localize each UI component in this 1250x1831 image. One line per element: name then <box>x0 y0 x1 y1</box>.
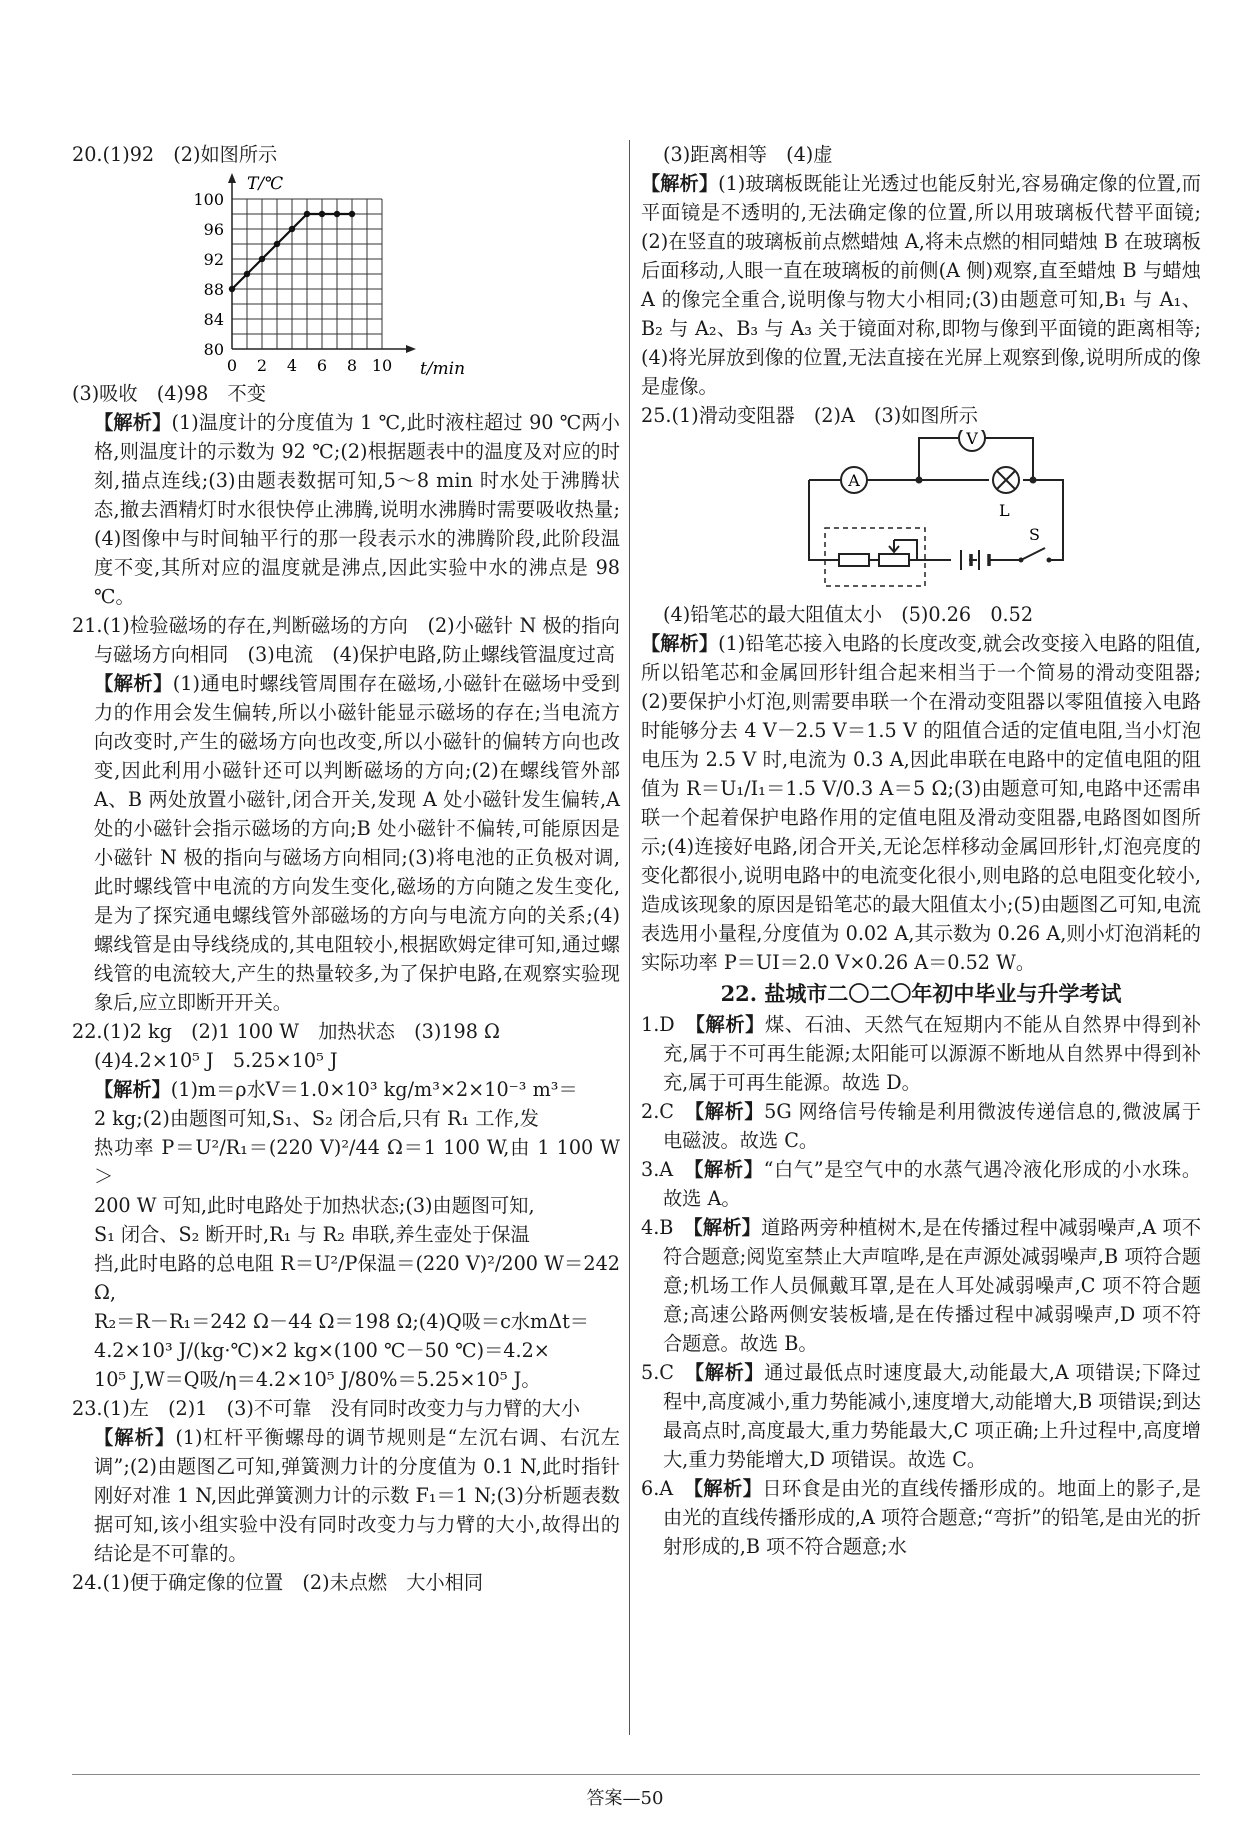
mc-item <box>641 1358 1201 1474</box>
q20-answer-continued: (3)吸收 (4)98 不变 <box>72 382 266 405</box>
y-tick-label: 92 <box>203 250 224 269</box>
y-tick-label: 80 <box>203 340 224 359</box>
voltmeter-label: V <box>966 430 978 448</box>
right-column <box>641 140 1201 1561</box>
lamp-icon <box>993 467 1019 520</box>
analysis-tag: 【解析】 <box>641 632 719 655</box>
q25-answer: 25.(1)滑动变阻器 (2)A (3)如图所示 <box>641 404 978 427</box>
q25-answer-continued: (4)铅笔芯的最大阻值太小 (5)0.26 0.52 <box>663 603 1034 626</box>
q22-analysis-line6: 挡,此时电路的总电阻 R＝U²/P保温＝(220 V)²/200 W＝242 Ω, <box>94 1252 620 1304</box>
q22-analysis-line8: 4.2×10³ J/(kg·℃)×2 kg×(100 ℃－50 ℃)＝4.2× <box>94 1339 550 1362</box>
analysis-tag: 【解析】 <box>94 411 172 434</box>
mc-item <box>641 1010 1201 1097</box>
analysis-tag: 【解析】 <box>694 1100 765 1123</box>
section-heading: 22. 盐城市二〇二〇年初中毕业与升学考试 <box>720 981 1122 1006</box>
x-tick-label: 6 <box>316 356 328 375</box>
q22-analysis-line4: 200 W 可知,此时电路处于加热状态;(3)由题图可知, <box>94 1194 535 1217</box>
mc-analysis-text: 通过最低点时速度最大,动能最大,A 项错误;下降过程中,高度减小,重力势能减小,速度增大,动能增大,B 项错误;到达最高点时,高度最大,重力势能最大,C 项正确;上升过程中,高度增大,重力势能增大,D 项错误。故选 C。 <box>663 1361 1201 1471</box>
graph-grid <box>228 173 416 353</box>
mc-answer: 3.A <box>641 1158 674 1181</box>
data-point <box>334 211 340 217</box>
q22-analysis-line1: (1)m＝ρ水V＝1.0×10³ kg/m³×2×10⁻³ m³＝ <box>170 1078 578 1101</box>
analysis-tag: 【解析】 <box>693 1216 762 1239</box>
analysis-tag: 【解析】 <box>641 172 719 195</box>
rheostat-icon <box>879 540 917 566</box>
q25-analysis <box>641 629 1201 977</box>
q24-analysis-text: (1)玻璃板既能让光透过也能反射光,容易确定像的位置,而平面镜是不透明的,无法确定像的位置,所以用玻璃板代替平面镜;(2)在竖直的玻璃板前点燃蜡烛 A,将未点燃的相同蜡烛 B 在玻璃板后面移动,人眼一直在玻璃板的前侧(A 侧)观察,直至蜡烛 B 与蜡烛 A 的像完全重合,说明像与物大小相同;(3)由题意可知,B₁ 与 A₁、B₂ 与 A₂、B₃ 与 A₃ 关于镜面对称,即物与像到平面镜的距离相等;(4)将光屏放到像的位置,无法直接在光屏上观察到像,说明所成的像是虚像。 <box>641 172 1201 398</box>
analysis-tag: 【解析】 <box>693 1477 763 1500</box>
switch-icon <box>1019 525 1052 563</box>
x-tick-label: 10 <box>371 356 393 375</box>
mc-analysis-text: “白气”是空气中的水蒸气遇冷液化形成的小水珠。故选 A。 <box>663 1158 1202 1210</box>
mc-answer: 4.B <box>641 1216 674 1239</box>
q21-answer: 21.(1)检验磁场的存在,判断磁场的方向 (2)小磁针 N 极的指向与磁场方向相同 (3)电流 (4)保护电路,防止螺线管温度过高 <box>72 614 620 666</box>
q22-analysis <box>72 1075 620 1104</box>
q23-analysis <box>72 1423 620 1568</box>
q21-analysis <box>72 669 620 1017</box>
q23-analysis-text: (1)杠杆平衡螺母的调节规则是“左沉右调、右沉左调”;(2)由题图乙可知,弹簧测力计的分度值为 0.1 N,此时指针刚好对准 1 N,因此弹簧测力计的示数 F₁＝1 N;(3)分析题表数据可知,该小组实验中没有同时改变力与力臂的大小,故得出的结论是不可靠的。 <box>94 1426 620 1565</box>
q24-answer-continued: (3)距离相等 (4)虚 <box>663 143 833 166</box>
wire-voltmeter-left <box>919 438 959 480</box>
analysis-tag: 【解析】 <box>94 672 173 695</box>
mc-item <box>641 1155 1201 1213</box>
column-divider <box>629 140 630 1735</box>
y-axis-label: T/℃ <box>247 174 284 194</box>
wire-left <box>809 480 951 560</box>
mc-analysis-text: 煤、石油、天然气在短期内不能从自然界中得到补充,属于不可再生能源;太阳能可以源源不断地从自然界中得到补充,属于可再生能源。故选 D。 <box>663 1013 1202 1094</box>
mc-item <box>641 1474 1201 1561</box>
q22-analysis-line9: 10⁵ J,W＝Q吸/η＝4.2×10⁵ J/80%＝5.25×10⁵ J。 <box>94 1368 541 1391</box>
mc-item <box>641 1097 1201 1155</box>
data-point <box>319 211 325 217</box>
x-tick-label: 8 <box>346 356 358 375</box>
circuit-wires <box>809 438 1063 560</box>
data-point <box>229 286 235 292</box>
temperature-time-graph <box>152 169 482 379</box>
x-tick-label: 0 <box>226 356 238 375</box>
footer-rule <box>72 1774 1200 1775</box>
q20-analysis <box>72 408 620 611</box>
mc-analysis-text: 道路两旁种植树木,是在传播过程中减弱噪声,A 项不符合题意;阅览室禁止大声喧哗,是在声源处减弱噪声,B 项符合题意;机场工作人员佩戴耳罩,是在人耳处减弱噪声,C 项不符合题意;高速公路两侧安装板墙,是在传播过程中减弱噪声,D 项不符合题意。故选 B。 <box>663 1216 1202 1355</box>
analysis-tag: 【解析】 <box>694 1361 765 1384</box>
switch-label: S <box>1029 525 1040 544</box>
mc-answer: 5.C <box>641 1361 674 1384</box>
y-tick-label: 88 <box>203 280 224 299</box>
q24-analysis <box>641 169 1201 401</box>
mc-analysis-text: 日环食是由光的直线传播形成的。地面上的影子,是由光的直线传播形成的,A 项符合题意;“弯折”的铅笔,是由光的折射形成的,B 项不符合题意;水 <box>663 1477 1201 1558</box>
data-point <box>244 271 250 277</box>
multiple-choice-list <box>641 1010 1201 1561</box>
page-footer: 答案—50 <box>586 1788 664 1809</box>
data-point <box>349 211 355 217</box>
y-tick-labels <box>193 190 224 359</box>
q22-analysis-line5: S₁ 闭合、S₂ 断开时,R₁ 与 R₂ 串联,养生壶处于保温 <box>94 1223 530 1246</box>
junction-dot <box>916 477 923 484</box>
data-point <box>289 226 295 232</box>
q25-analysis-text: (1)铅笔芯接入电路的长度改变,就会改变接入电路的阻值,所以铅笔芯和金属回形针组合起来相当于一个简易的滑动变阻器;(2)要保护小灯泡,则需要串联一个在滑动变阻器以零阻值接入电路时能够分去 4 V－2.5 V＝1.5 V 的阻值合适的定值电阻,当小灯泡电压为 2.5 V 时,电流为 0.3 A,因此串联在电路中的定值电阻的阻值为 R＝U₁/I₁＝1.5 V/0.3 A＝5 Ω;(3)由题意可知,电路中还需串联一个起着保护电路作用的定值电阻及滑动变阻器,电路图如图所示;(4)连接好电路,闭合开关,无论怎样移动金属回形针,灯泡亮度的变化都很小,说明电路中的电流变化很小,则电路的总电阻变化较小,造成该现象的原因是铅笔芯的最大阻值太小;(5)由题图乙可知,电流表选用小量程,分度值为 0.02 A,其示数为 0.26 A,则小灯泡消耗的实际功率 P＝UI＝2.0 V×0.26 A＝0.52 W。 <box>641 632 1201 974</box>
analysis-tag: 【解析】 <box>693 1158 764 1181</box>
data-point <box>274 241 280 247</box>
analysis-tag: 【解析】 <box>94 1426 176 1449</box>
mc-item <box>641 1213 1201 1358</box>
q20-answer: 20.(1)92 (2)如图所示 <box>72 143 278 166</box>
x-axis-arrow <box>406 345 416 353</box>
q22-analysis-line2: 2 kg;(2)由题图可知,S₁、S₂ 闭合后,只有 R₁ 工作,发 <box>94 1107 539 1130</box>
q22-analysis-line7: R₂＝R－R₁＝242 Ω－44 Ω＝198 Ω;(4)Q吸＝c水mΔt＝ <box>94 1310 589 1333</box>
data-point <box>259 256 265 262</box>
analysis-tag: 【解析】 <box>94 1078 171 1101</box>
x-tick-labels <box>227 356 392 375</box>
ammeter-icon <box>841 467 867 493</box>
q24-answer: 24.(1)便于确定像的位置 (2)未点燃 大小相同 <box>72 1571 484 1594</box>
q22-answer: 22.(1)2 kg (2)1 100 W 加热状态 (3)198 Ω <box>72 1020 500 1043</box>
fixed-resistor-icon <box>839 554 869 566</box>
q22-analysis-line3: 热功率 P＝U²/R₁＝(220 V)²/44 Ω＝1 100 W,由 1 100 W＞ <box>94 1136 620 1188</box>
analysis-tag: 【解析】 <box>695 1013 766 1036</box>
y-tick-label: 84 <box>203 310 224 329</box>
voltmeter-icon <box>959 430 985 451</box>
mc-answer: 1.D <box>641 1013 675 1036</box>
y-tick-label: 100 <box>193 190 224 209</box>
y-tick-label: 96 <box>203 220 224 239</box>
lamp-label: L <box>999 501 1010 520</box>
junction-dot <box>1030 477 1037 484</box>
x-tick-label: 2 <box>256 356 268 375</box>
mc-answer: 2.C <box>641 1100 674 1123</box>
circuit-diagram <box>801 430 1101 600</box>
data-point <box>304 211 310 217</box>
x-axis-label: t/min <box>420 359 466 379</box>
mc-answer: 6.A <box>641 1477 674 1500</box>
q21-analysis-text: (1)通电时螺线管周围存在磁场,小磁针在磁场中受到力的作用会发生偏转,所以小磁针能显示磁场的存在;当电流方向改变时,产生的磁场方向也改变,所以小磁针的偏转方向也改变,因此利用小磁针还可以判断磁场的方向;(2)在螺线管外部 A、B 两处放置小磁针,闭合开关,发现 A 处小磁针发生偏转,A 处的小磁针会指示磁场的方向;B 处小磁针不偏转,可能原因是小磁针 N 极的指向与磁场方向相同;(3)将电池的正负极对调,此时螺线管中电流的方向发生变化,磁场的方向随之发生变化,是为了探究通电螺线管外部磁场的方向与电流方向的关系;(4)螺线管是由导线绕成的,其电阻较小,根据欧姆定律可知,通过螺线管的电流较大,产生的热量较多,为了保护电路,在观察实验现象后,应立即断开开关。 <box>94 672 621 1014</box>
x-tick-label: 4 <box>286 356 298 375</box>
q23-answer: 23.(1)左 (2)1 (3)不可靠 没有同时改变力与力臂的大小 <box>72 1397 581 1420</box>
q20-analysis-text: (1)温度计的分度值为 1 ℃,此时液柱超过 90 ℃两小格,则温度计的示数为 92 ℃;(2)根据题表中的温度及对应的时刻,描点连线;(3)由题表数据可知,5～8 min 时水处于沸腾状态,撤去酒精灯时水很快停止沸腾,说明水沸腾时需要吸收热量;(4)图像中与时间轴平行的那一段表示水的沸腾阶段,此阶段温度不变,其所对应的温度就是沸点,因此实验中水的沸点是 98 ℃。 <box>94 411 620 608</box>
mc-analysis-text: 5G 网络信号传输是利用微波传递信息的,微波属于电磁波。故选 C。 <box>663 1100 1202 1152</box>
y-axis-arrow <box>228 173 236 183</box>
q22-answer-line2: (4)4.2×10⁵ J 5.25×10⁵ J <box>94 1049 338 1072</box>
ammeter-label: A <box>848 471 860 490</box>
left-column <box>72 140 620 1597</box>
